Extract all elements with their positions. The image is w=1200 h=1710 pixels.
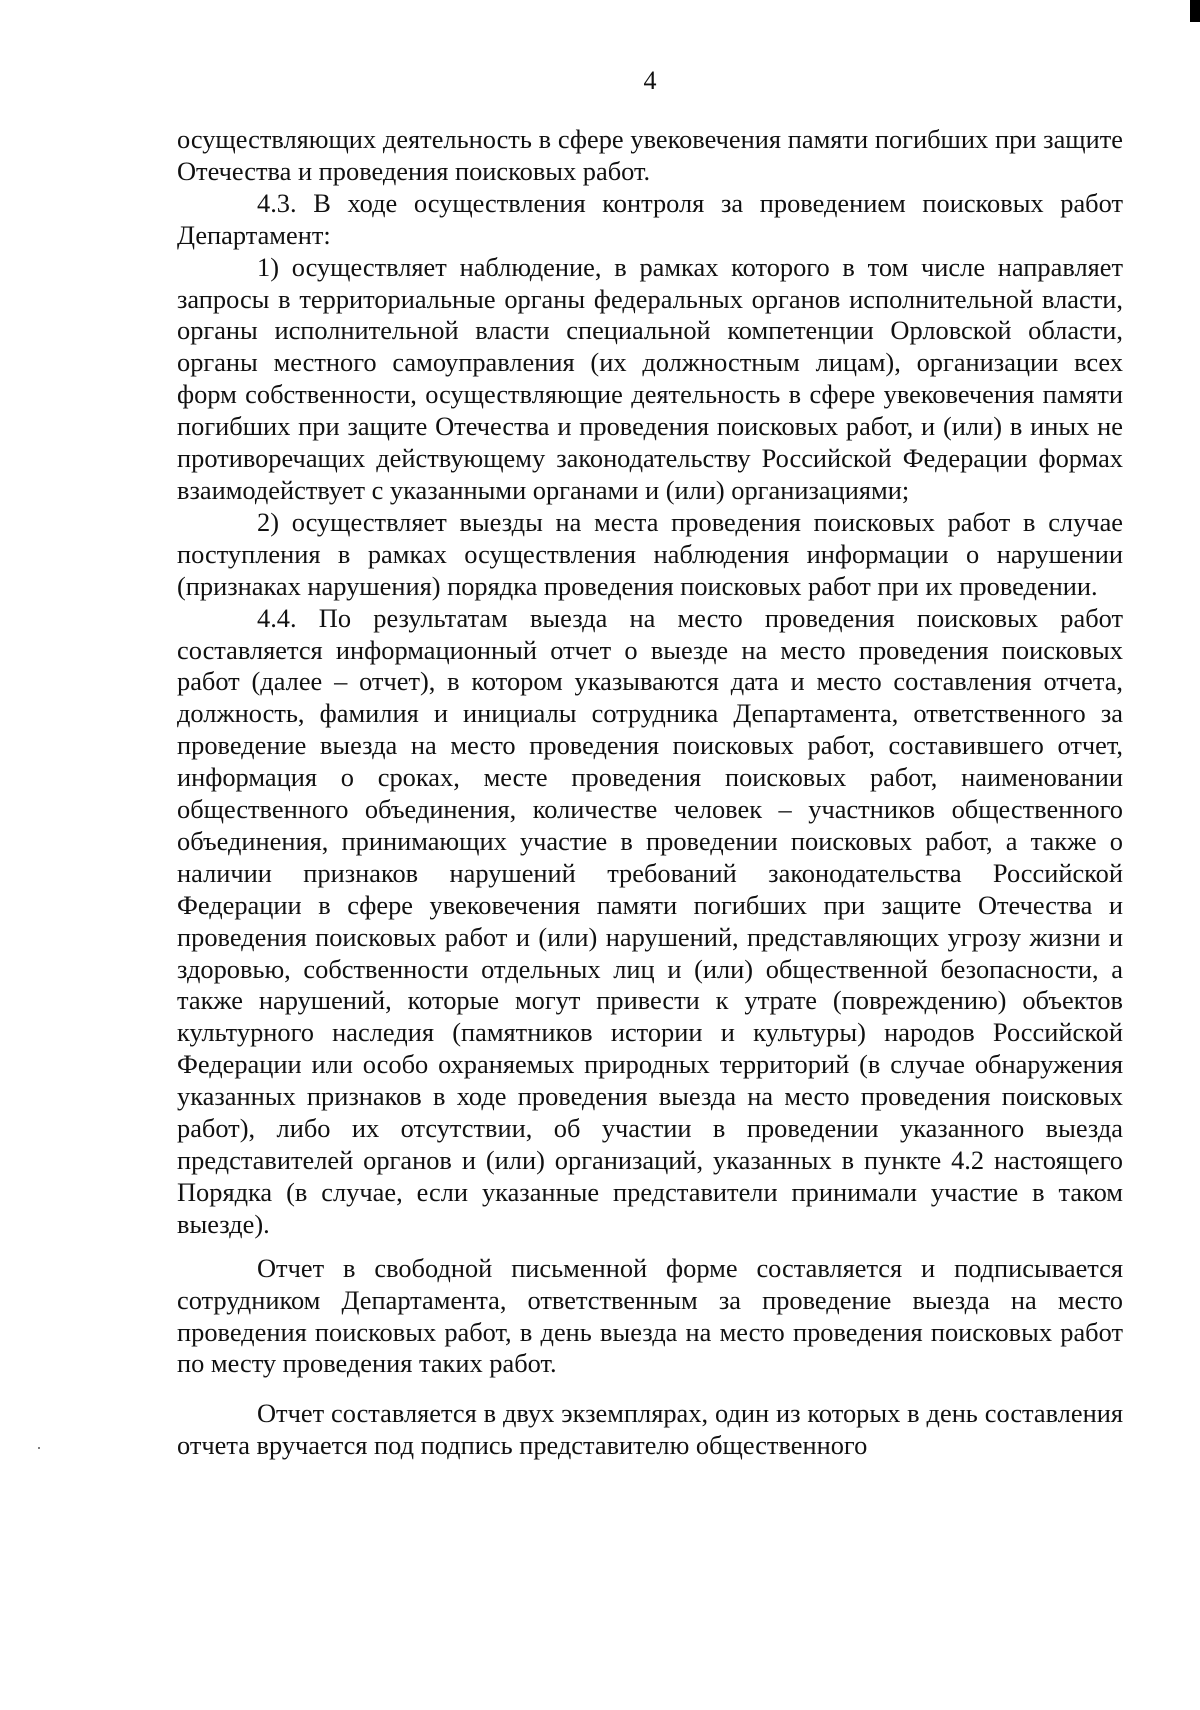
page-number: 4 <box>643 66 657 95</box>
paragraph-4-4: 4.4. По результатам выезда на место проведения поисковых работ составляется информационный отчет о выезде на место проведения поисковых работ (далее – отчет), в котором указываются дата и место составления отчета, должность, фамилия и инициалы сотрудника Департамента, ответственного за проведение выезда на место проведения поисковых работ, составившего отчет, информация о сроках, месте проведения поисковых работ, наименовании общественного объединения, количестве человек – участников общественного объединения, принимающих участие в проведении поисковых работ, а также о наличии признаков нарушений требований законодательства Российской Федерации в сфере увековечения памяти погибших при защите Отечества и проведения поисковых работ и (или) нарушений, представляющих угрозу жизни и здоровью, собственности отдельных лиц и (или) общественной безопасности, а также нарушений, которые могут привести к утрате (повреждению) объектов культурного наследия (памятников истории и культуры) народов Российской Федерации или особо охраняемых природных территорий (в случае обнаружения указанных признаков в ходе проведения выезда на место проведения поисковых работ), либо их отсутствии, об участии в проведении указанного выезда представителей органов и (или) организаций, указанных в пункте 4.2 настоящего Порядка (в случае, если указанные представители принимали участие в таком выезде). <box>177 602 1123 1239</box>
paragraph-report-form: Отчет в свободной письменной форме составляется и подписывается сотрудником Департамента, ответственным за проведение выезда на место проведения поисковых работ, в день выезда на место проведения поисковых работ по месту проведения таких работ. <box>177 1252 1123 1379</box>
scan-speck <box>38 1447 40 1449</box>
paragraph-4-3-item-1: 1) осуществляет наблюдение, в рамках которого в том числе направляет запросы в территориальные органы федеральных органов исполнительной власти, органы исполнительной власти специальной компетенции Орловской области, органы местного самоуправления (их должностным лицам), организации всех форм собственности, осуществляющие деятельность в сфере увековечения памяти погибших при защите Отечества и проведения поисковых работ, и (или) в иных не противоречащих действующему законодательству Российской Федерации формах взаимодействует с указанными органами и (или) организациями; <box>177 251 1123 505</box>
paragraph-continuation: осуществляющих деятельность в сфере увековечения памяти погибших при защите Отечества и проведения поисковых работ. <box>177 124 1123 186</box>
paragraph-4-3-item-2: 2) осуществляет выезды на места проведения поисковых работ в случае поступления в рамках осуществления наблюдения информации о нарушении (признаках нарушения) порядка проведения поисковых работ при их проведении. <box>177 506 1123 601</box>
document-body <box>177 124 1123 1462</box>
scan-edge-mark <box>1190 0 1200 22</box>
paragraph-4-3: 4.3. В ходе осуществления контроля за проведением поисковых работ Департамент: <box>177 187 1123 250</box>
paragraph-report-copies: Отчет составляется в двух экземплярах, один из которых в день составления отчета вручается под подпись представителю общественного <box>177 1398 1123 1461</box>
